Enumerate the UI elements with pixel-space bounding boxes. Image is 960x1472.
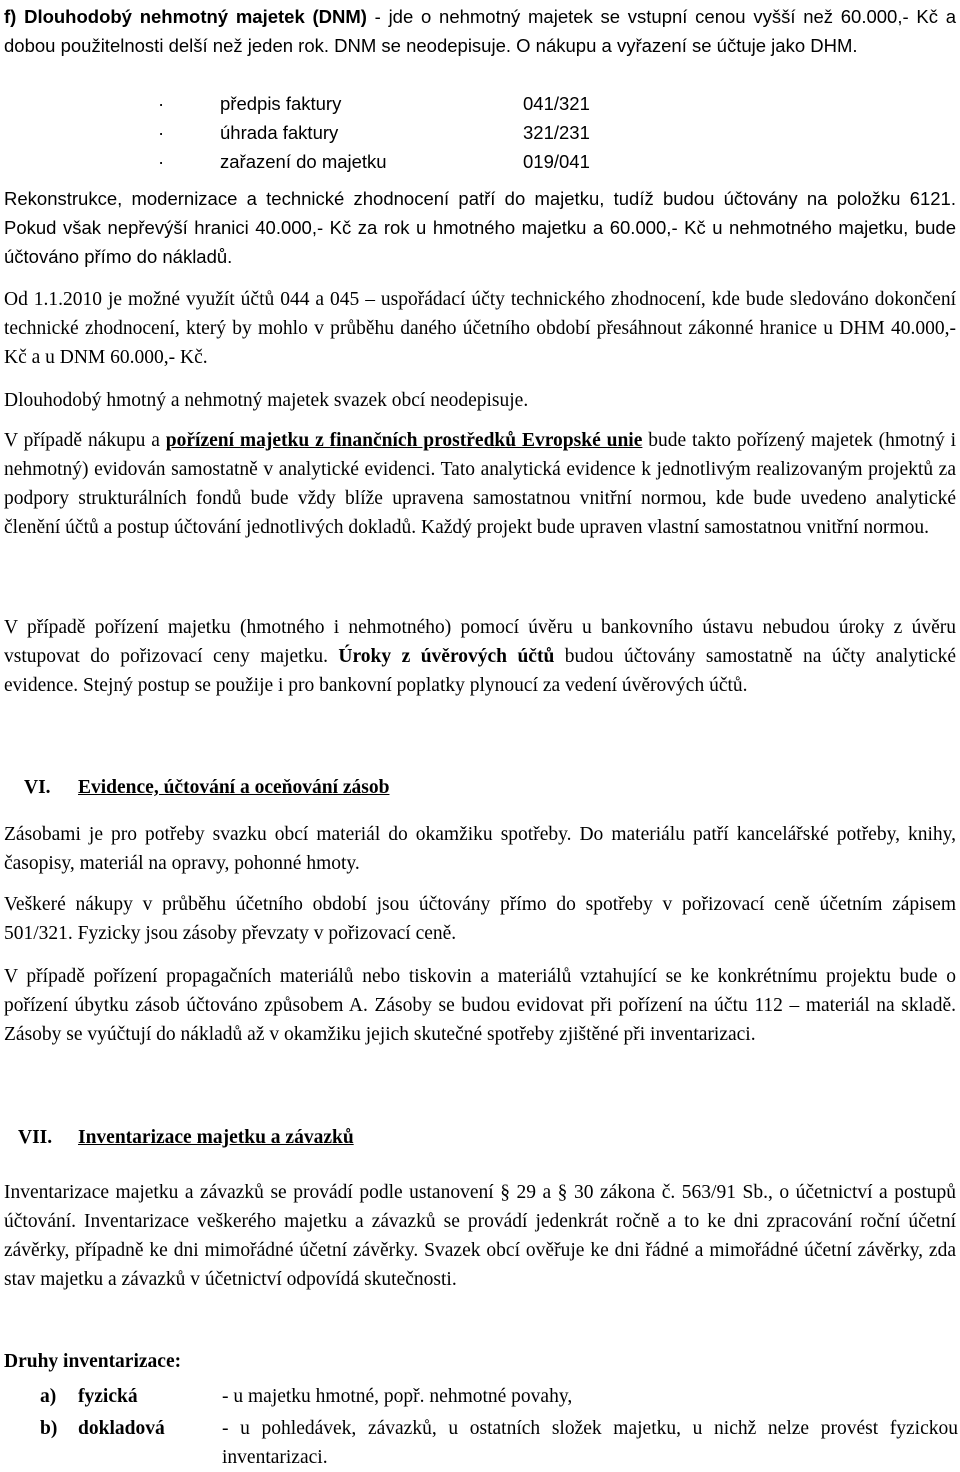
entry-label: úhrada faktury [220,122,339,143]
list-item [4,1414,956,1472]
bullet-dot: · [158,122,165,143]
bullet-dot: · [158,93,165,114]
item-letter: a) [40,1386,57,1407]
paragraph-rekonstrukce: Rekonstrukce, modernizace a technické zhodnocení patří do majetku, tudíž budou účtovány na položku 6121. Pokud však nepřevýší hranici 40.000,- Kč za rok u hmotného majetku a 60.000,- Kč u nehmotného majetku, bude účtováno přímo do nákladů. [4,188,956,267]
section-vi-heading [4,773,956,802]
item-name: fyzická [78,1386,138,1407]
entry-account: 041/321 [523,93,590,114]
druhy-inventarizace-heading: Druhy inventarizace: [4,1351,182,1372]
section-vi-paragraph-2: Veškeré nákupy v průběhu účetního období jsou účtovány přímo do spotřeby v pořizovací ceně účetním zápisem 501/321. Fyzicky jsou zásoby převzaty v pořizovací ceně. [4,894,956,944]
entry-label: předpis faktury [220,93,342,114]
eu-text-before: V případě nákupu a [4,430,166,451]
entry-account: 321/231 [523,122,590,143]
paragraph-uver [4,613,956,700]
section-vii-heading [4,1123,956,1152]
section-f-paragraph [4,2,956,60]
bullet-dot: · [158,151,165,172]
section-number: VI. [24,777,51,798]
section-title: Inventarizace majetku a závazků [78,1127,354,1148]
eu-highlight: pořízení majetku z finančních prostředků Evropské unie [165,430,643,451]
uver-text-after: budou účtovány samostatně na účty analytické evidence. Stejný postup se použije i pro bankovní poplatky plynoucí za vedení úvěrových účtů. [4,646,956,696]
paragraph-od-2010: Od 1.1.2010 je možné využít účtů 044 a 045 – uspořádací účty technického zhodnocení, kde bude sledováno dokončení technické zhodnocení, který by mohlo v průběhu daného účetního období přesáhnout zákonné hranice u DHM 40.000,- Kč a u DNM 60.000,- Kč. [4,289,956,368]
eu-text-after: bude takto pořízený majetek (hmotný i nehmotný) evidován samostatně v analytické evidenci. Tato analytická evidence k jednotlivým realizovaným projektů za podpory strukturálních fondů bude vždy blíže upravena samostatnou vnitřní normou, kde bude uvedeno analytické členění účtů a postup účtování jednotlivých dokladů. Každý projekt bude upraven vlastní samostatnou vnitřní normou. [4,430,956,538]
uver-text-before: V případě pořízení majetku (hmotného i nehmotného) pomocí úvěru u bankovního ústavu nebudou úroky z úvěru vstupovat do pořizovací ceny majetku. [4,617,956,667]
section-f-text: - jde o nehmotný majetek se vstupní cenou vyšší než 60.000,- Kč a dobou použitelnosti delší než jeden rok. DNM se neodepisuje. O nákupu a vyřazení se účtuje jako DHM. [4,6,957,56]
section-vi-paragraph-3: V případě pořízení propagačních materiálů nebo tiskovin a materiálů vztahující se ke konkrétnímu projektu bude o pořízení úbytku zásob účtováno způsobem A. Zásoby se budou evidovat při pořízení na účtu 112 – materiál na skladě. Zásoby se vyúčtují do nákladů až v okamžiku jejich skutečné spotřeby zjištěné při inventarizaci. [4,966,956,1045]
item-name: dokladová [78,1418,165,1439]
list-item [4,1382,956,1411]
section-vii-paragraph-1: Inventarizace majetku a závazků se provádí podle ustanovení § 29 a § 30 zákona č. 563/91 Sb., o účetnictví a postupů účtování. Inventarizace veškerého majetku a závazků se provádí jedenkrát ročně a to ke dni zpracování roční účetní závěrky, případně ke dni mimořádné účetní závěrky. Svazek obcí ověřuje ke dni řádné a mimořádné účetní závěrky, zda stav majetku a závazků v účetnictví odpovídá skutečnosti. [4,1182,956,1290]
section-f-title: Dlouhodobý nehmotný majetek (DNM) [24,6,367,27]
uver-highlight: Úroky z úvěrových účtů [338,646,555,667]
item-text: - u majetku hmotné, popř. nehmotné povahy, [222,1386,573,1407]
item-letter: b) [40,1418,58,1439]
paragraph-eu-funds [4,426,956,542]
section-number: VII. [18,1127,53,1148]
entry-label: zařazení do majetku [220,151,387,172]
section-vi-paragraph-1: Zásobami je pro potřeby svazku obcí materiál do okamžiku spotřeby. Do materiálu patří kancelářské potřeby, knihy, časopisy, materiál na opravy, pohonné hmoty. [4,824,956,874]
paragraph-neodepisuje: Dlouhodobý hmotný a nehmotný majetek svazek obcí neodepisuje. [4,390,529,411]
entry-account: 019/041 [523,151,590,172]
section-title: Evidence, účtování a oceňování zásob [78,777,390,798]
item-text: - u pohledávek, závazků, u ostatních složek majetku, u nichž nelze provést fyzickou inventarizaci. [222,1418,958,1468]
section-f-letter: f) [4,6,17,27]
